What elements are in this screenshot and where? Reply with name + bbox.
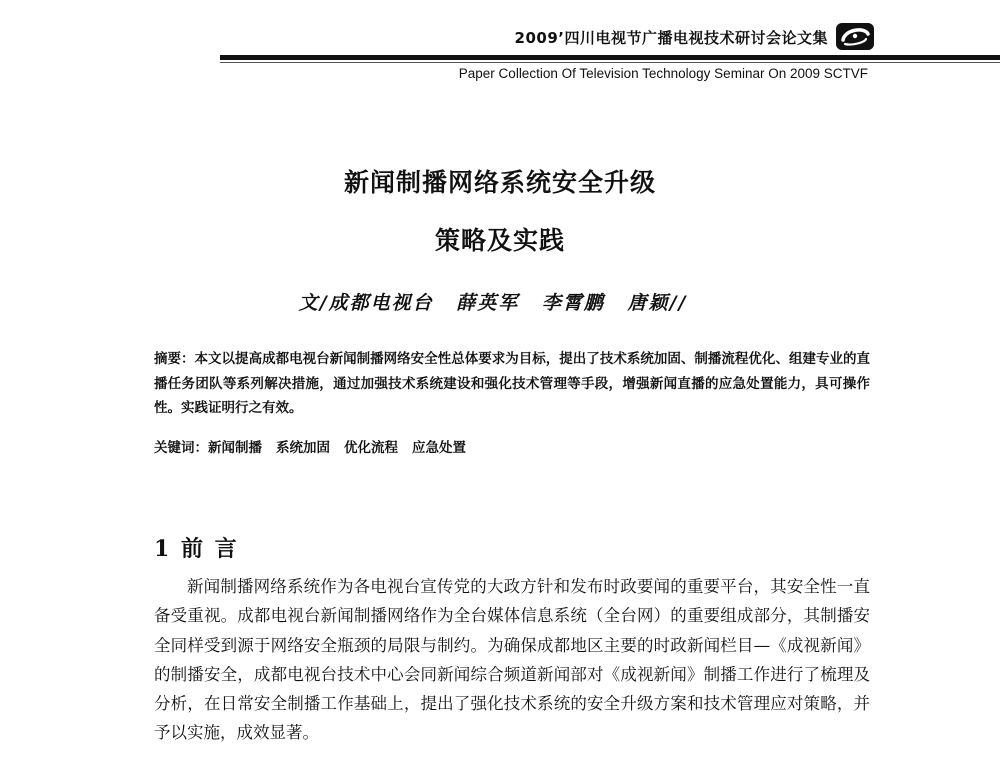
paper-title-line-1: 新闻制播网络系统安全升级 xyxy=(343,168,656,197)
keywords-label: 关键词： xyxy=(154,440,208,456)
keyword: 系统加固 xyxy=(276,440,330,456)
keyword: 应急处置 xyxy=(412,440,466,456)
abstract xyxy=(154,347,870,421)
section-heading: 1 前 言 xyxy=(154,536,239,562)
keyword: 优化流程 xyxy=(344,440,398,456)
header-rule-thin xyxy=(220,62,1000,63)
running-header-english: Paper Collection Of Television Technology Seminar On 2009 SCTVF xyxy=(458,66,868,81)
author-name: 薛英军 xyxy=(456,292,520,314)
paper-title-line-2: 策略及实践 xyxy=(434,226,565,255)
author-name: 唐颖// xyxy=(627,292,688,314)
abstract-label: 摘要： xyxy=(154,351,195,367)
author-name: 李霄鹏 xyxy=(541,292,605,314)
author-organization: 文/成都电视台 xyxy=(298,292,434,314)
keyword: 新闻制播 xyxy=(208,440,262,456)
body-paragraph: 新闻制播网络系统作为各电视台宣传党的大政方针和发布时政要闻的重要平台，其安全性一直备受重视。成都电视台新闻制播网络作为全台媒体信息系统（全台网）的重要组成部分，其制播安全同样受到源于网络安全瓶颈的局限与制约。为确保成都地区主要的时政新闻栏目—《成视新闻》的制播安全，成都电视台技术中心会同新闻综合频道新闻部对《成视新闻》制播工作进行了梳理及分析，在日常安全制播工作基础上，提出了强化技术系统的安全升级方案和技术管理应对策略，并予以实施，成效显著。 xyxy=(154,577,870,743)
author-byline xyxy=(0,288,1000,315)
sctvf-logo-icon xyxy=(835,20,875,52)
running-header-chinese: 2009’四川电视节广播电视技术研讨会论文集 xyxy=(514,29,828,47)
keywords xyxy=(154,436,870,456)
header-rule-thick xyxy=(220,55,1000,60)
abstract-text: 本文以提高成都电视台新闻制播网络安全性总体要求为目标，提出了技术系统加固、制播流程优化、组建专业的直播任务团队等系列解决措施，通过加强技术系统建设和强化技术管理等手段，增强新闻直播的应急处置能力，具可操作性。实践证明行之有效。 xyxy=(154,351,871,416)
